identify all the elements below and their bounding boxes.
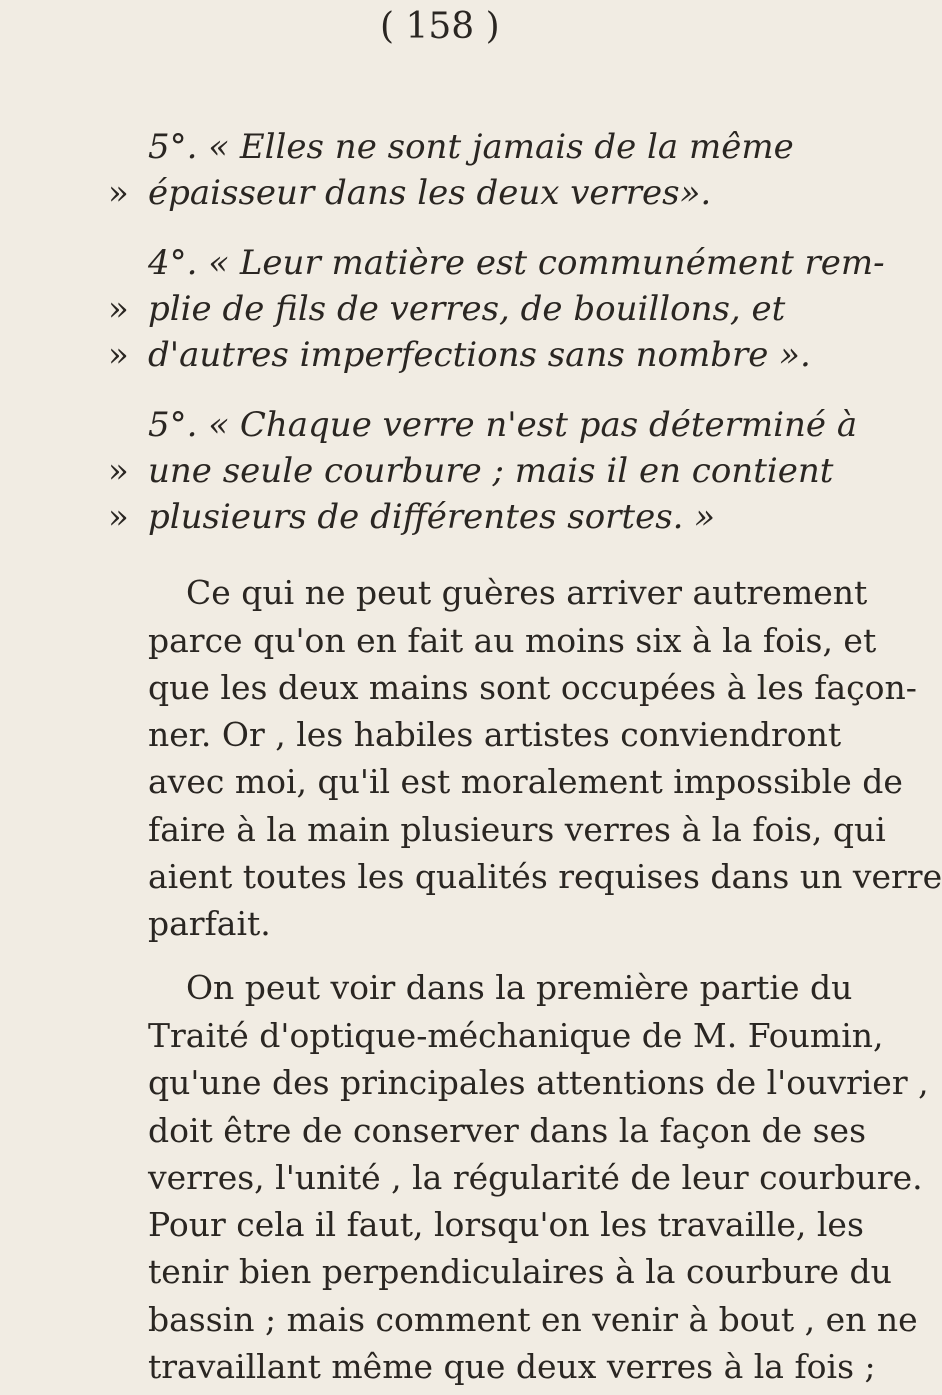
body-line: On peut voir dans la première partie du [186,968,853,1008]
page-number: ( 158 ) [380,6,500,48]
quote-line-1: 5°. « Elles ne sont jamais de la même [148,126,794,167]
body-line: qu'une des principales attentions de l'ouvrier , [148,1063,929,1103]
quote-line-5: » d'autres imperfections sans nombre ». [108,335,811,376]
body-line: Traité d'optique-méchanique de M. Foumin, [148,1016,884,1056]
quote-mark: » [108,288,129,329]
quote-line-6: 5°. « Chaque verre n'est pas déterminé à [148,404,858,445]
quote-mark: » [108,451,129,492]
quote-line-8: » plusieurs de différentes sortes. » [108,497,716,538]
quote-line-7: » une seule courbure ; mais il en contient [108,451,834,492]
quote-mark: » [108,173,129,214]
quote-mark: » [108,497,129,538]
body-line: parfait. [148,904,271,944]
body-line: que les deux mains sont occupées à les façon- [148,667,917,707]
quote-line-4: » plie de fils de verres, de bouillons, et [108,288,786,329]
quote-line-2: » épaisseur dans les deux verres». [108,173,712,214]
body-line: verres, l'unité , la régularité de leur courbure. [148,1157,923,1197]
body-line: faire à la main plusieurs verres à la fois, qui [148,809,886,849]
body-line: bassin ; mais comment en venir à bout , en ne [148,1299,918,1339]
body-line: aient toutes les qualités requises dans un verre [148,856,942,896]
body-line: Ce qui ne peut guères arriver autrement [186,573,868,613]
quote-mark: » [108,335,129,376]
body-line: ner. Or , les habiles artistes conviendront [148,715,842,755]
quote-line-3: 4°. « Leur matière est communément rem- [148,242,885,283]
body-line: tenir bien perpendiculaires à la courbure du [148,1252,892,1292]
body-line: Pour cela il faut, lorsqu'on les travaille, les [148,1205,864,1245]
body-line: parce qu'on en fait au moins six à la fois, et [148,620,877,660]
body-line: avec moi, qu'il est moralement impossible de [148,762,903,802]
body-line: doit être de conserver dans la façon de ses [148,1110,867,1150]
body-line: travaillant même que deux verres à la fois ; [148,1347,876,1386]
